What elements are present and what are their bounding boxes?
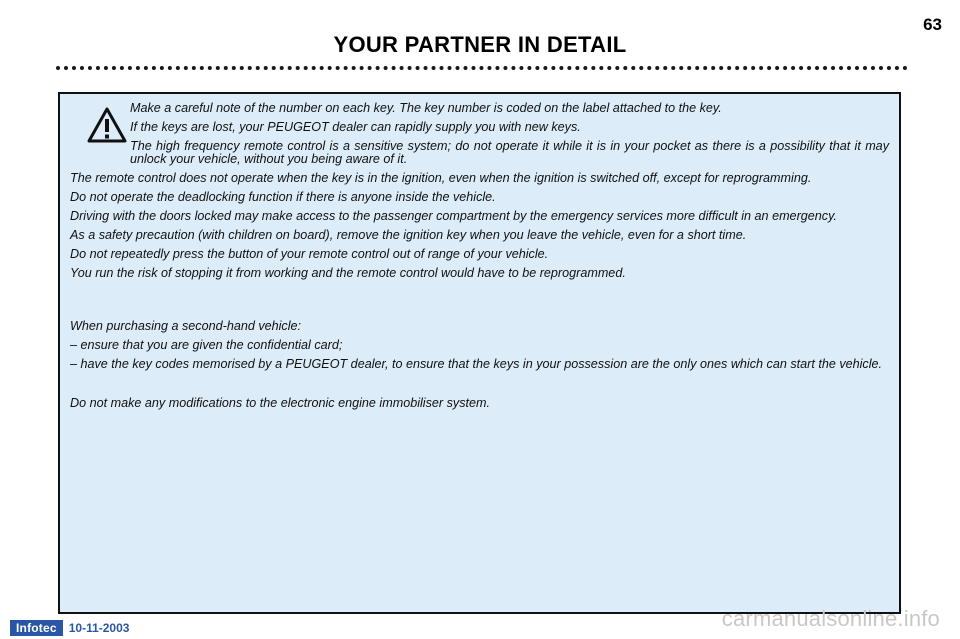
warning-line: Make a careful note of the number on each key. The key number is coded on the label attached to the key. bbox=[130, 101, 722, 115]
second-hand-intro: When purchasing a second-hand vehicle: bbox=[70, 319, 302, 333]
page-number: 63 bbox=[923, 15, 942, 34]
list-item: – have the key codes memorised by a PEUGEOT dealer, to ensure that the keys in your possession are the only ones which can start the vehicle. bbox=[70, 357, 883, 371]
content-text bbox=[70, 102, 889, 416]
body-paragraph: You run the risk of stopping it from working and the remote control would have to be reprogrammed. bbox=[70, 266, 626, 280]
content-panel bbox=[58, 92, 901, 614]
warning-block bbox=[70, 102, 889, 166]
final-note: Do not make any modifications to the electronic engine immobiliser system. bbox=[70, 396, 490, 410]
warning-triangle-icon bbox=[86, 106, 128, 144]
spacer bbox=[70, 286, 889, 320]
watermark: carmanualsonline.info bbox=[721, 606, 940, 631]
footer bbox=[10, 620, 129, 636]
spacer bbox=[70, 377, 889, 397]
page-title: YOUR PARTNER IN DETAIL bbox=[333, 32, 627, 57]
warning-line: If the keys are lost, your PEUGEOT dealer can rapidly supply you with new keys. bbox=[130, 120, 581, 134]
body-paragraph: As a safety precaution (with children on board), remove the ignition key when you leave the vehicle, even for a short time. bbox=[70, 228, 747, 242]
body-paragraph: Do not operate the deadlocking function if there is anyone inside the vehicle. bbox=[70, 190, 496, 204]
body-paragraph: Do not repeatedly press the button of your remote control out of range of your vehicle. bbox=[70, 247, 549, 261]
footer-date: 10-11-2003 bbox=[68, 621, 130, 635]
header-divider bbox=[56, 66, 908, 70]
body-paragraph: The remote control does not operate when the key is in the ignition, even when the ignition is switched off, except for reprogramming. bbox=[70, 171, 812, 185]
warning-line: The high frequency remote control is a sensitive system; do not operate it while it is in your pocket as there is a possibility that it may unlock your vehicle, without you being aware of it. bbox=[130, 139, 889, 166]
infotec-logo: Infotec bbox=[10, 620, 63, 636]
body-paragraph: Driving with the doors locked may make access to the passenger compartment by the emergency services more difficult in an emergency. bbox=[70, 209, 837, 223]
list-item: – ensure that you are given the confidential card; bbox=[70, 338, 343, 352]
